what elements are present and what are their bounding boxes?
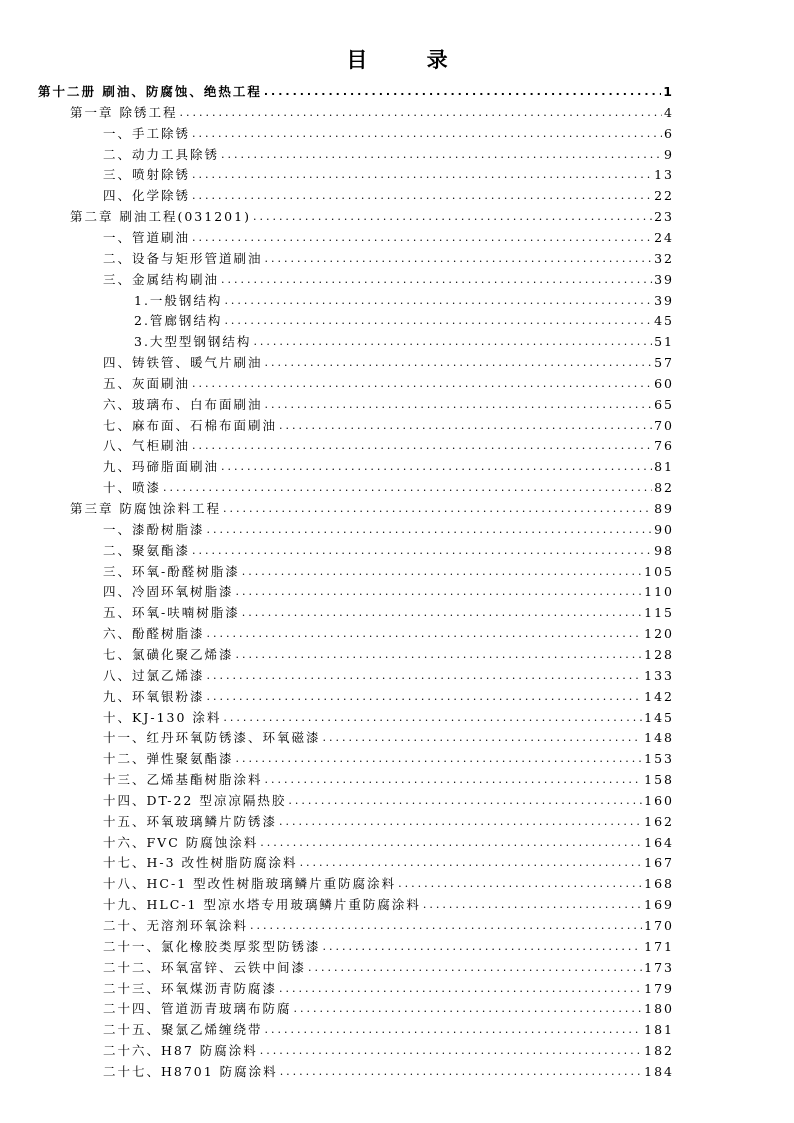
toc-entry	[103, 850, 674, 870]
toc-entry-page: 158	[644, 772, 674, 788]
toc-entry-page: 39	[654, 271, 674, 287]
toc-entry	[103, 788, 674, 808]
toc-entry-page: 133	[644, 667, 674, 683]
toc-entry-label: 四、铸铁管、暖气片刷油	[103, 355, 263, 371]
toc-entry-page: 76	[654, 438, 674, 454]
toc-entry-label: 第二章 刷油工程(031201)	[70, 209, 251, 225]
toc-entry-label: 一、漆酚树脂漆	[103, 521, 205, 537]
toc-entry-label: 九、玛碲脂面刷油	[103, 459, 220, 475]
toc-entry	[103, 1017, 674, 1037]
toc-entry-label: 二十、无溶剂环氧涂料	[103, 918, 249, 933]
toc-entry-page: 4	[664, 104, 674, 120]
toc-leader-dots	[323, 730, 643, 745]
toc-entry-page: 170	[644, 918, 674, 933]
toc-entry	[103, 684, 674, 704]
toc-entry-label: 七、氯磺化聚乙烯漆	[103, 646, 234, 662]
toc-entry-label: 十、KJ-130 涂料	[103, 709, 222, 725]
toc-entry-label: 二十六、H87 防腐涂料	[103, 1043, 258, 1059]
toc-leader-dots	[323, 939, 643, 954]
toc-entry	[103, 142, 674, 162]
toc-entry	[103, 1038, 674, 1058]
toc-entry-page: 32	[654, 250, 674, 266]
toc-entry-page: 51	[654, 334, 674, 350]
toc-leader-dots	[265, 355, 653, 370]
toc-leader-dots	[224, 293, 652, 308]
toc-entry-label: 十、喷漆	[103, 480, 162, 496]
toc-entry	[38, 79, 674, 99]
toc-entry-page: 182	[644, 1043, 674, 1059]
toc-entry-label: 八、过氯乙烯漆	[103, 667, 205, 683]
toc-leader-dots	[192, 167, 652, 182]
toc-entry	[103, 183, 674, 203]
toc-entry-page: 179	[644, 980, 674, 996]
toc-entry-label: 十四、DT-22 型凉凉隔热胶	[103, 792, 287, 808]
toc-entry-page: 105	[644, 563, 674, 579]
toc-entry	[103, 413, 674, 433]
toc-entry-label: 第三章 防腐蚀涂料工程	[70, 501, 221, 516]
toc-entry-page: 184	[644, 1063, 674, 1079]
toc-entry-label: 十一、红丹环氧防锈漆、环氧磁漆	[103, 730, 321, 746]
toc-entry	[103, 871, 674, 891]
toc-leader-dots	[250, 918, 642, 933]
toc-entry-page: 173	[644, 959, 674, 975]
toc-entry-page: 148	[644, 730, 674, 746]
toc-entry-label: 三、环氧-酚醛树脂漆	[103, 563, 240, 579]
toc-entry-label: 二十七、H8701 防腐涂料	[103, 1063, 278, 1079]
toc-entry	[103, 579, 674, 599]
toc-entry-label: 九、环氧银粉漆	[103, 688, 205, 704]
toc-entry-label: 二十三、环氧煤沥青防腐漆	[103, 980, 278, 996]
toc-entry-label: 第一章 除锈工程	[70, 104, 178, 120]
toc-leader-dots	[265, 772, 643, 787]
toc-entry-label: 一、手工除锈	[103, 125, 191, 141]
toc-leader-dots	[279, 418, 652, 433]
toc-leader-dots	[207, 522, 653, 537]
toc-entry-page: 60	[654, 375, 674, 391]
toc-leader-dots	[260, 1043, 642, 1058]
toc-entry-label: 十八、HC-1 型改性树脂玻璃鳞片重防腐涂料	[103, 876, 397, 892]
toc-entry	[103, 976, 674, 996]
toc-leader-dots	[192, 543, 652, 558]
toc-entry-page: 45	[654, 313, 674, 329]
toc-leader-dots	[253, 334, 652, 349]
toc-entry-page: 164	[644, 834, 674, 850]
toc-entry	[70, 496, 674, 516]
toc-entry	[103, 663, 674, 683]
toc-leader-dots	[223, 710, 642, 725]
toc-entry	[103, 475, 674, 495]
toc-leader-dots	[192, 188, 652, 203]
toc-entry-page: 23	[654, 209, 674, 225]
toc-entry	[103, 371, 674, 391]
toc-leader-dots	[207, 668, 643, 683]
toc-leader-dots	[288, 793, 642, 808]
toc-entry-label: 六、玻璃布、白布面刷油	[103, 396, 263, 412]
toc-entry	[103, 433, 674, 453]
toc-entry-page: 181	[644, 1022, 674, 1038]
toc-entry-label: 十九、HLC-1 型凉水塔专用玻璃鳞片重防腐涂料	[103, 897, 421, 913]
toc-entry-page: 82	[654, 480, 674, 496]
toc-leader-dots	[308, 960, 642, 975]
toc-entry-label: 3.大型型钢钢结构	[134, 334, 252, 350]
toc-entry	[103, 746, 674, 766]
toc-entry	[134, 288, 674, 308]
toc-entry-page: 115	[644, 605, 674, 621]
toc-entry-page: 171	[644, 938, 674, 954]
toc-entry-page: 24	[654, 229, 674, 245]
toc-entry	[103, 517, 674, 537]
toc-entry-page: 81	[654, 459, 674, 475]
toc-entry-label: 五、灰面刷油	[103, 375, 191, 391]
toc-entry	[103, 996, 674, 1016]
toc-leader-dots	[265, 251, 653, 266]
toc-entry-label: 三、喷射除锈	[103, 167, 191, 183]
toc-entry-page: 128	[644, 646, 674, 662]
toc-entry	[134, 308, 674, 328]
toc-entry-page: 22	[654, 188, 674, 204]
toc-entry-label: 二十二、环氧富锌、云铁中间漆	[103, 959, 307, 975]
toc-entry-label: 十三、乙烯基酯树脂涂料	[103, 772, 263, 788]
toc-leader-dots	[221, 459, 652, 474]
toc-entry	[103, 267, 674, 287]
page-title: 目 录	[346, 48, 474, 72]
toc-entry-label: 二十一、氯化橡胶类厚浆型防锈漆	[103, 938, 321, 954]
toc-entry	[103, 392, 674, 412]
toc-entry-label: 八、气柜刷油	[103, 438, 191, 454]
toc-entry	[103, 767, 674, 787]
toc-leader-dots	[398, 876, 642, 891]
toc-entry	[103, 892, 674, 912]
toc-entry-page: 160	[644, 792, 674, 808]
toc-entry-label: 十二、弹性聚氨酯漆	[103, 751, 234, 767]
toc-entry	[103, 830, 674, 850]
toc-leader-dots	[423, 897, 642, 912]
toc-leader-dots	[260, 835, 642, 850]
toc-entry-page: 145	[644, 709, 674, 725]
toc-entry-label: 1.一般钢结构	[134, 292, 223, 308]
toc-entry	[103, 246, 674, 266]
toc-entry-page: 90	[654, 521, 674, 537]
toc-leader-dots	[192, 438, 652, 453]
toc-entry-label: 二、设备与矩形管道刷油	[103, 250, 263, 266]
toc-entry-label: 二十五、聚氯乙烯缠绕带	[103, 1022, 263, 1038]
toc-leader-dots	[192, 230, 652, 245]
toc-leader-dots	[192, 376, 652, 391]
toc-entry-page: 153	[644, 751, 674, 767]
toc-entry-label: 二、聚氨酯漆	[103, 542, 191, 558]
toc-entry-page: 180	[644, 1001, 674, 1017]
toc-entry-label: 七、麻布面、石棉布面刷油	[103, 417, 278, 433]
toc-leader-dots	[223, 501, 652, 516]
toc-entry	[103, 955, 674, 975]
toc-leader-dots	[265, 397, 653, 412]
toc-entry	[103, 538, 674, 558]
toc-entry	[70, 204, 674, 224]
toc-entry	[103, 162, 674, 182]
toc-leader-dots	[221, 147, 662, 162]
toc-entry-label: 十七、H-3 改性树脂防腐涂料	[103, 855, 298, 871]
toc-leader-dots	[280, 1064, 642, 1079]
toc-entry-page: 57	[654, 355, 674, 371]
toc-entry-label: 十五、环氧玻璃鳞片防锈漆	[103, 813, 278, 829]
toc-leader-dots	[236, 751, 643, 766]
toc-entry	[103, 642, 674, 662]
toc-entry-label: 四、冷固环氧树脂漆	[103, 584, 234, 600]
toc-entry-page: 167	[644, 855, 674, 871]
toc-entry-label: 二十四、管道沥青玻璃布防腐	[103, 1001, 292, 1017]
toc-leader-dots	[265, 1022, 643, 1037]
toc-entry-label: 四、化学除锈	[103, 188, 191, 204]
toc-entry	[134, 329, 674, 349]
toc-leader-dots	[224, 313, 652, 328]
toc-entry-page: 65	[654, 396, 674, 412]
toc-leader-dots	[279, 981, 642, 996]
toc-entry-page: 98	[654, 542, 674, 558]
toc-entry	[103, 934, 674, 954]
toc-entry-page: 6	[664, 125, 674, 141]
toc-leader-dots	[242, 564, 642, 579]
toc-entry	[103, 121, 674, 141]
toc-entry-label: 三、金属结构刷油	[103, 271, 220, 287]
toc-leader-dots	[294, 1001, 643, 1016]
toc-leader-dots	[300, 855, 643, 870]
toc-leader-dots	[253, 209, 652, 224]
toc-entry-page: 168	[644, 876, 674, 892]
toc-entry	[103, 705, 674, 725]
toc-entry	[103, 621, 674, 641]
toc-entry-page: 142	[644, 688, 674, 704]
toc-leader-dots	[163, 480, 652, 495]
toc-leader-dots	[242, 605, 642, 620]
toc-entry-page: 169	[644, 897, 674, 913]
toc-entry-label: 二、动力工具除锈	[103, 146, 220, 162]
toc-entry	[103, 809, 674, 829]
toc-leader-dots	[236, 584, 643, 599]
toc-entry-page: 13	[654, 167, 674, 183]
toc-entry-label: 2.管廊钢结构	[134, 313, 223, 329]
toc-entry	[103, 225, 674, 245]
toc-entry-label: 六、酚醛树脂漆	[103, 626, 205, 642]
toc-entry-page: 89	[654, 501, 674, 516]
toc-entry-page: 1	[663, 84, 674, 99]
toc-leader-dots	[264, 84, 661, 99]
toc-entry-page: 39	[654, 292, 674, 308]
toc-leader-dots	[236, 647, 643, 662]
toc-entry-page: 70	[654, 417, 674, 433]
toc-entry-page: 162	[644, 813, 674, 829]
toc-leader-dots	[179, 105, 662, 120]
toc-entry-page: 120	[644, 626, 674, 642]
toc-entry	[70, 100, 674, 120]
toc-leader-dots	[221, 272, 652, 287]
toc-entry	[103, 350, 674, 370]
toc-entry-page: 9	[664, 146, 674, 162]
toc-entry-label: 一、管道刷油	[103, 229, 191, 245]
toc-entry	[103, 600, 674, 620]
toc-entry	[103, 913, 674, 933]
toc-entry	[103, 1059, 674, 1079]
toc-entry	[103, 454, 674, 474]
toc-leader-dots	[279, 814, 642, 829]
toc-entry-label: 十六、FVC 防腐蚀涂料	[103, 834, 259, 850]
toc-entry	[103, 559, 674, 579]
toc-leader-dots	[207, 689, 643, 704]
toc-leader-dots	[207, 626, 643, 641]
toc-entry	[103, 725, 674, 745]
toc-entry-label: 第十二册 刷油、防腐蚀、绝热工程	[38, 84, 262, 99]
toc-entry-label: 五、环氧-呋喃树脂漆	[103, 605, 240, 621]
toc-leader-dots	[192, 126, 662, 141]
toc-entry-page: 110	[644, 584, 674, 600]
